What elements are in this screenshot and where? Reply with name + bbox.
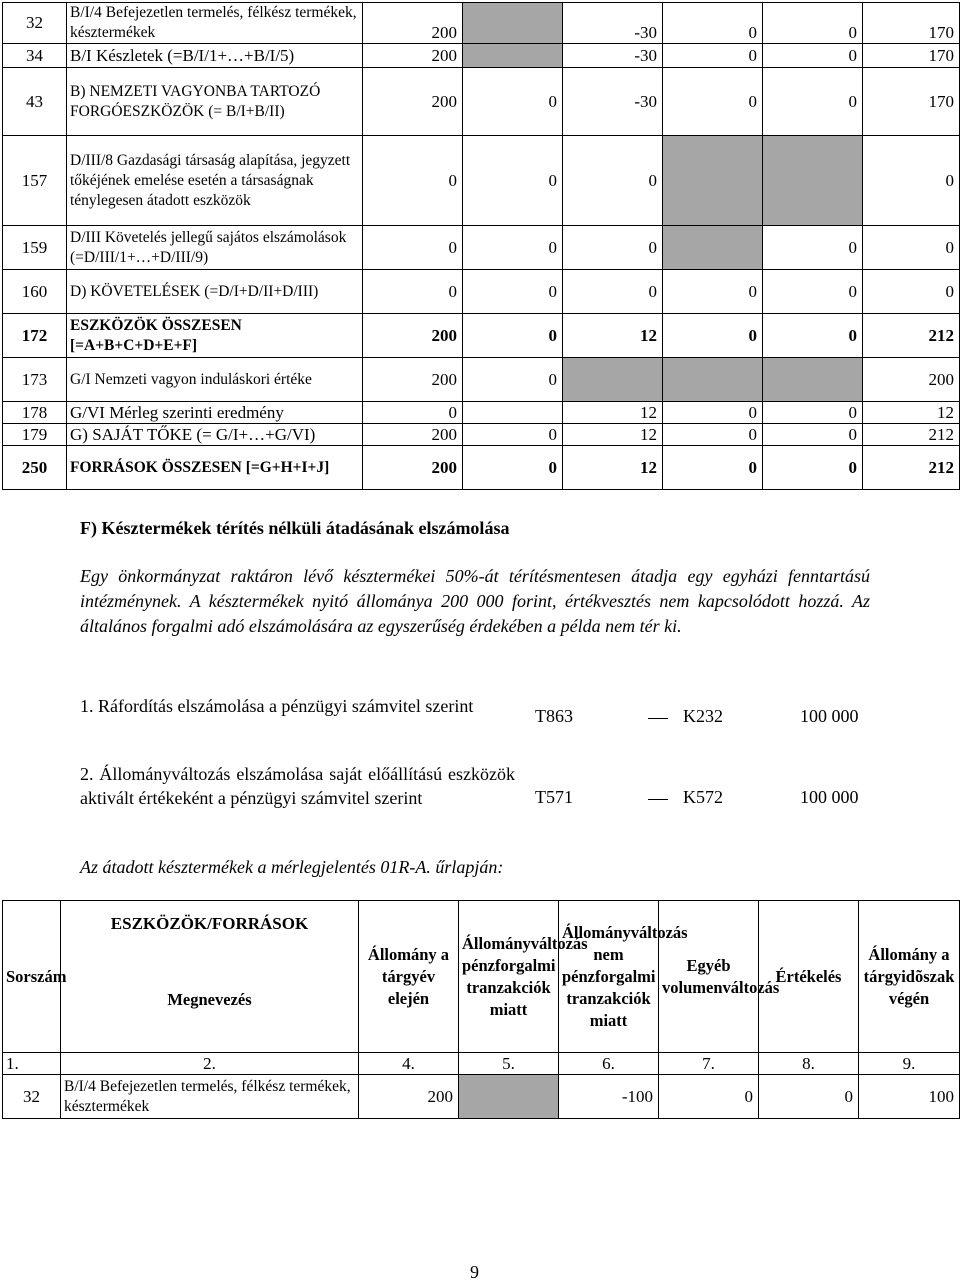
entry-2-credit: K572 <box>683 787 723 807</box>
table-row: 179 G) SAJÁT TŐKE (= G/I+…+G/VI) 200 0 12 0 0 212 <box>3 424 960 446</box>
table-row: 173 G/I Nemzeti vagyon induláskori értéke 200 0 200 <box>3 358 960 402</box>
entry-2-amount: 100 000 <box>800 787 859 807</box>
header-row: Sorszám ESZKÖZÖK/FORRÁSOK Megnevezés Állomány a tárgyév elején Állományváltozás pénzforgalmi tranzakciók miatt Állományváltozás nem pénzforgalmi tranzakciók miatt Egyéb volumenváltozás Értékelés Állomány a tárgyidõszak végén <box>3 901 960 1053</box>
table-row: 178 G/VI Mérleg szerinti eredmény 0 12 0 0 12 <box>3 402 960 424</box>
header-megnevezes: Megnevezés <box>167 990 252 1009</box>
table-row: 160 D) KÖVETELÉSEK (=D/I+D/II+D/III) 0 0 0 0 0 0 <box>3 270 960 314</box>
form-01r-table <box>2 900 960 1119</box>
table-row: 250 FORRÁSOK ÖSSZESEN [=G+H+I+J] 200 0 12 0 0 212 <box>3 446 960 490</box>
entry-1-text: 1. Ráfordítás elszámolása a pénzügyi számvitel szerint <box>80 696 474 716</box>
dash-icon <box>648 799 668 800</box>
form-note: Az átadott késztermékek a mérlegjelentés 01R-A. űrlapján: <box>80 857 504 877</box>
page-number: 9 <box>470 1262 479 1282</box>
section-heading: F) Késztermékek térítés nélküli átadásának elszámolása <box>80 518 510 538</box>
table-row: 32 B/I/4 Befejezetlen termelés, félkész termékek, késztermékek 200 -30 0 0 170 <box>3 3 960 44</box>
table-row: 34 B/I Készletek (=B/I/1+…+B/I/5) 200 -30 0 0 170 <box>3 44 960 68</box>
entry-2-text: 2. Állományváltozás elszámolása saját előállítású eszközök aktivált értékeként a pénzügyi számvitel szerint <box>80 764 515 808</box>
table-row: 157 D/III/8 Gazdasági társaság alapítása, jegyzett tőkéjének emelése esetén a társaságnak ténylegesen átadott eszközök 0 0 0 0 <box>3 136 960 226</box>
balance-table <box>2 2 960 490</box>
entry-1-amount: 100 000 <box>800 706 859 726</box>
dash-icon <box>648 718 668 719</box>
table-row: 172 ESZKÖZÖK ÖSSZESEN [=A+B+C+D+E+F] 200 0 12 0 0 212 <box>3 314 960 358</box>
table-row: 159 D/III Követelés jellegű sajátos elszámolások (=D/III/1+…+D/III/9) 0 0 0 0 0 <box>3 226 960 270</box>
entry-1-debit: T863 <box>535 706 573 726</box>
table-row: 32 B/I/4 Befejezetlen termelés, félkész termékek, késztermékek 200 -100 0 0 100 <box>3 1075 960 1119</box>
table-row: 43 B) NEMZETI VAGYONBA TARTOZÓ FORGÓESZKÖZÖK (= B/I+B/II) 200 0 -30 0 0 170 <box>3 68 960 136</box>
index-row: 1. 2. 4. 5. 6. 7. 8. 9. <box>3 1053 960 1075</box>
example-paragraph: Egy önkormányzat raktáron lévő késztermékei 50%-át térítésmentesen átadja egy egyházi fenntartású intézménynek. A késztermékek nyitó állománya 200 000 forint, értékvesztés nem kapcsolódott hozzá. Az általános forgalmi adó elszámolására az egyszerűség érdekében a példa nem tér ki. <box>80 566 870 636</box>
header-eszkozok: ESZKÖZÖK/FORRÁSOK <box>110 914 309 933</box>
entry-2-debit: T571 <box>535 787 573 807</box>
entry-1-credit: K232 <box>683 706 723 726</box>
